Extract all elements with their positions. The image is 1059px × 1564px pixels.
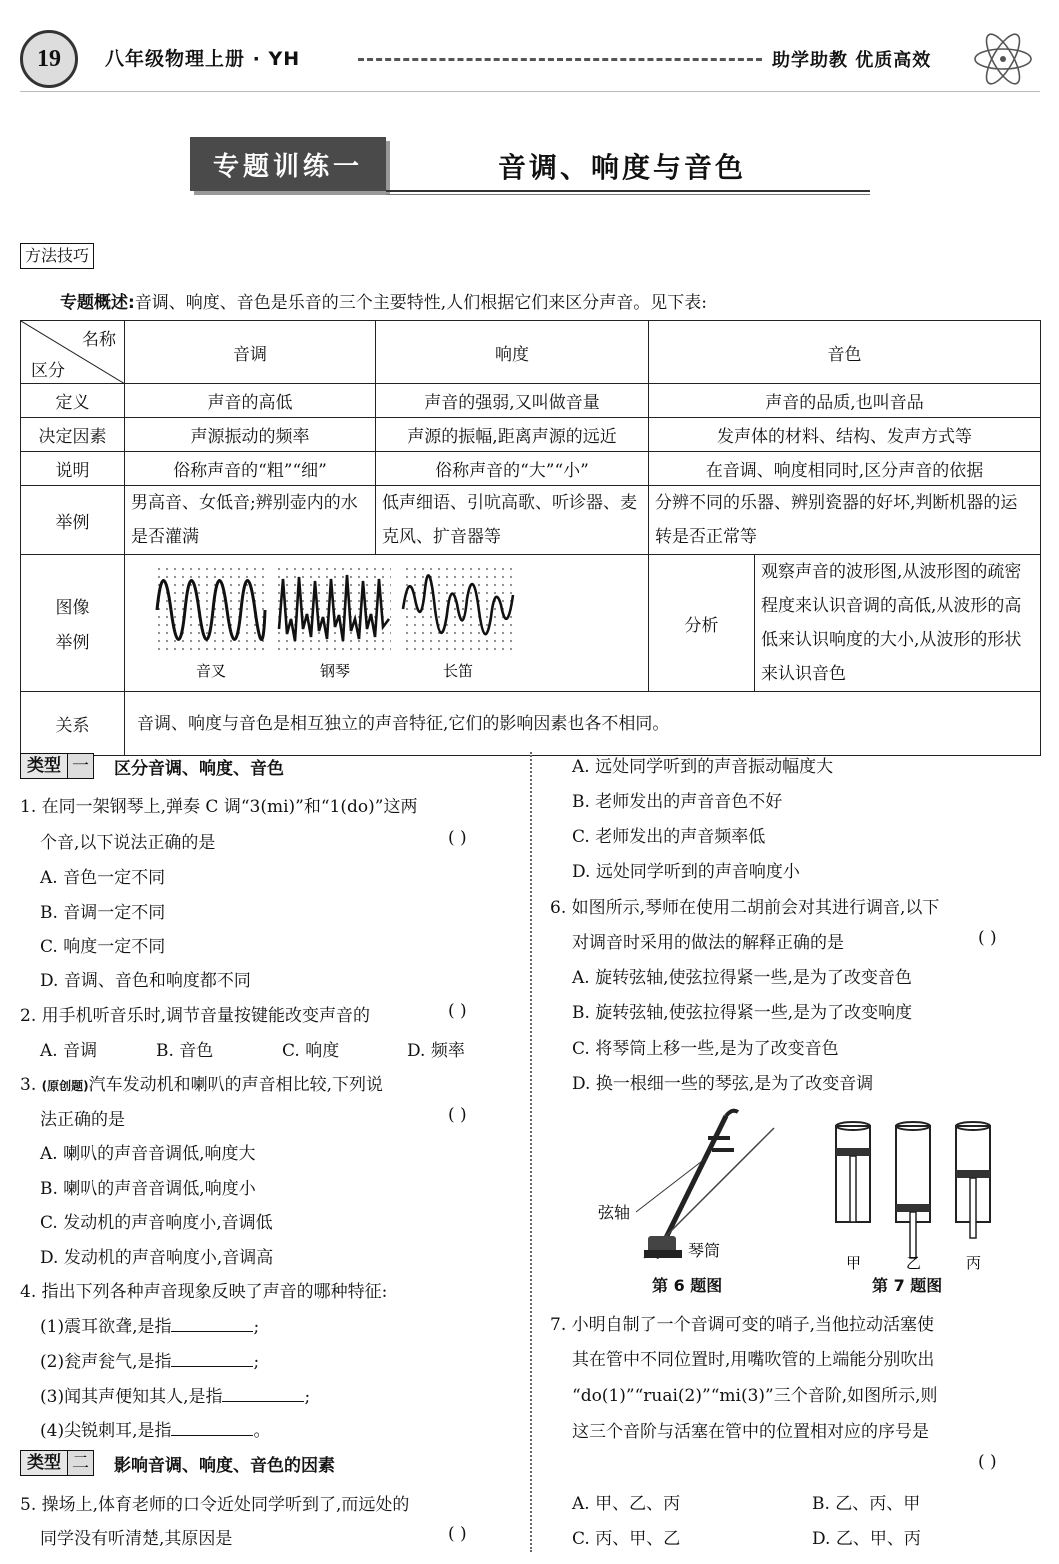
wave-label-fork: 音叉 [196, 661, 227, 680]
option: D. 远处同学听到的声音响度小 [572, 862, 800, 882]
column-divider [530, 752, 532, 1552]
row-label: 说明 [21, 452, 125, 486]
answer-paren: ( ) [978, 928, 997, 948]
option: D. 发动机的声音响度小,音调高 [40, 1248, 274, 1268]
option: B. 音色 [156, 1041, 214, 1061]
answer-blank[interactable] [171, 1315, 253, 1332]
corner-cell [21, 321, 125, 384]
q4-item-text: (1)震耳欲聋,是指 [40, 1317, 172, 1337]
relation-row [21, 692, 1041, 756]
header-pitch: 音调 [125, 321, 376, 384]
table-cell: 俗称声音的“粗”“细” [125, 452, 376, 486]
atom-logo-icon [972, 28, 1034, 90]
row-label: 举例 [21, 486, 125, 555]
q4-item [40, 1382, 310, 1407]
answer-blank[interactable] [222, 1385, 304, 1402]
table-cell: 在音调、响度相同时,区分声音的依据 [649, 452, 1041, 486]
answer-blank[interactable] [171, 1419, 253, 1436]
type-key: 类型 [20, 753, 68, 779]
page-number: 19 [20, 30, 78, 88]
row-label: 关系 [21, 692, 125, 756]
header-dashed-rule [358, 58, 762, 61]
q7-line: “do(1)”“ruai(2)”“mi(3)”三个音阶,如图所示,则 [572, 1386, 938, 1406]
q1 [20, 792, 417, 817]
row-label [21, 555, 125, 692]
row-label: 定义 [21, 384, 125, 418]
option: C. 丙、甲、乙 [572, 1529, 681, 1549]
q7-line: 这三个音阶与活塞在管中的位置相对应的序号是 [572, 1422, 929, 1442]
table-cell: 声音的品质,也叫音品 [649, 384, 1041, 418]
option: D. 频率 [407, 1041, 465, 1061]
type-title: 影响音调、响度、音色的因素 [114, 1455, 335, 1476]
corner-bottom: 区分 [31, 361, 65, 381]
punct: ; [253, 1317, 260, 1337]
topic-underline-thin [386, 194, 870, 195]
answer-paren: ( ) [448, 1524, 467, 1544]
option: C. 老师发出的声音频率低 [572, 827, 766, 847]
tube-label-bing: 丙 [966, 1254, 982, 1272]
option: A. 音调 [40, 1041, 98, 1061]
answer-blank[interactable] [171, 1350, 253, 1367]
punct: ; [304, 1387, 311, 1407]
q3-stem [20, 1070, 383, 1095]
method-label: 方法技巧 [20, 243, 94, 269]
q6-stem: 6. 如图所示,琴师在使用二胡前会对其进行调音,以下 [550, 898, 940, 918]
answer-paren: ( ) [448, 828, 467, 848]
table-row [21, 384, 1041, 418]
table-cell: 声音的高低 [125, 384, 376, 418]
table-row [21, 486, 1041, 555]
table-cell: 低声细语、引吭高歌、听诊器、麦克风、扩音器等 [376, 486, 649, 555]
option: B. 老师发出的声音音色不好 [572, 792, 783, 812]
q5-stem: 5. 操场上,体育老师的口令近处同学听到了,而远处的 [20, 1495, 410, 1515]
option: D. 音调、音色和响度都不同 [40, 971, 251, 991]
header-rule [20, 91, 1040, 92]
q4-stem: 4. 指出下列各种声音现象反映了声音的哪种特征: [20, 1282, 388, 1302]
q2-stem: 2. 用手机听音乐时,调节音量按键能改变声音的 [20, 1006, 371, 1026]
tube-label-yi: 乙 [906, 1254, 922, 1272]
header-loudness: 响度 [376, 321, 649, 384]
option: C. 响度 [282, 1041, 340, 1061]
q6-stem2: 对调音时采用的做法的解释正确的是 [572, 933, 844, 953]
option: C. 发动机的声音响度小,音调低 [40, 1213, 273, 1233]
question-number: 3. [20, 1075, 37, 1095]
q4-item-text: (2)瓮声瓮气,是指 [40, 1352, 172, 1372]
q3-stem2: 法正确的是 [40, 1110, 125, 1130]
table-cell: 声源的振幅,距离声源的远近 [376, 418, 649, 452]
topic-title: 音调、响度与音色 [498, 151, 747, 184]
analysis-text: 观察声音的波形图,从波形图的疏密程度来认识音调的高低,从波形的高低来认识响度的大小,从波形的形状来认识音色 [755, 555, 1041, 692]
row-label: 决定因素 [21, 418, 125, 452]
fig7-caption: 第 7 题图 [872, 1276, 943, 1295]
option: B. 旋转弦轴,使弦拉得紧一些,是为了改变响度 [572, 1003, 913, 1023]
header-slogan: 助学助教 优质高效 [772, 50, 932, 71]
overview [60, 288, 707, 313]
q4-item [40, 1312, 259, 1337]
wave-label-piano: 钢琴 [320, 661, 351, 680]
overview-label: 专题概述: [60, 293, 135, 313]
table-row [21, 452, 1041, 486]
option: A. 甲、乙、丙 [572, 1494, 681, 1514]
analysis-label: 分析 [649, 555, 755, 692]
q7-line: 其在管中不同位置时,用嘴吹管的上端能分别吹出 [572, 1350, 935, 1370]
option: C. 响度一定不同 [40, 937, 166, 957]
option: B. 喇叭的声音音调低,响度小 [40, 1179, 256, 1199]
question-stem: 汽车发动机和喇叭的声音相比较,下列说 [88, 1075, 384, 1095]
table-cell: 声音的强弱,又叫做音量 [376, 384, 649, 418]
relation-text: 音调、响度与音色是相互独立的声音特征,它们的影响因素也各不相同。 [125, 692, 1041, 756]
answer-paren: ( ) [448, 1001, 467, 1021]
type2-bar [20, 1449, 335, 1477]
option: B. 音调一定不同 [40, 903, 166, 923]
original-tag: (原创题) [41, 1079, 89, 1093]
answer-paren: ( ) [448, 1105, 467, 1125]
option: A. 旋转弦轴,使弦拉得紧一些,是为了改变音色 [572, 968, 912, 988]
question-stem: 1. 在同一架钢琴上,弹奏 C 调“3(mi)”和“1(do)”这两 [20, 797, 418, 817]
q4-item-text: (3)闻其声便知其人,是指 [40, 1387, 223, 1407]
answer-paren: ( ) [978, 1452, 997, 1472]
q1-stem2: 个音,以下说法正确的是 [40, 833, 216, 853]
topic-underline [386, 190, 870, 192]
option: D. 换一根细一些的琴弦,是为了改变音调 [572, 1074, 874, 1094]
header-timbre: 音色 [649, 321, 1041, 384]
corner-top: 名称 [82, 330, 116, 350]
tube-label-jia: 甲 [846, 1254, 862, 1272]
image-row [21, 555, 1041, 692]
erhu-figure [596, 1108, 786, 1268]
table-row [21, 418, 1041, 452]
table-cell: 俗称声音的“大”“小” [376, 452, 649, 486]
table-cell: 声源振动的频率 [125, 418, 376, 452]
q4-item-text: (4)尖锐刺耳,是指 [40, 1421, 172, 1441]
type-num: 一 [68, 753, 94, 779]
table-cell: 发声体的材料、结构、发声方式等 [649, 418, 1041, 452]
type-key: 类型 [20, 1450, 68, 1476]
table-cell: 分辨不同的乐器、辨别瓷器的好坏,判断机器的运转是否正常等 [649, 486, 1041, 555]
wave-label-flute: 长笛 [443, 661, 474, 680]
summary-table [20, 320, 1041, 756]
type-title: 区分音调、响度、音色 [114, 758, 284, 779]
option: C. 将琴筒上移一些,是为了改变音色 [572, 1039, 839, 1059]
label-tube: 琴筒 [688, 1241, 721, 1260]
overview-text: 音调、响度、音色是乐音的三个主要特性,人们根据它们来区分声音。见下表: [134, 293, 707, 313]
type1-bar [20, 752, 284, 780]
q7-line: 7. 小明自制了一个音调可变的哨子,当他拉动活塞使 [550, 1315, 935, 1335]
q5-stem2: 同学没有听清楚,其原因是 [40, 1529, 233, 1549]
waveform-figures [125, 559, 649, 683]
option: B. 乙、丙、甲 [812, 1494, 921, 1514]
table-cell: 男高音、女低音;辨别壶内的水是否灌满 [125, 486, 376, 555]
row-label-line: 图像 [55, 598, 90, 618]
option: A. 远处同学听到的声音振动幅度大 [572, 757, 834, 777]
punct: 。 [253, 1421, 271, 1441]
fig6-caption: 第 6 题图 [652, 1276, 723, 1295]
q4-item [40, 1416, 270, 1441]
punct: ; [253, 1352, 260, 1372]
option: D. 乙、甲、丙 [812, 1529, 921, 1549]
topic-banner: 专题训练一 [190, 137, 386, 191]
option: A. 喇叭的声音音调低,响度大 [40, 1144, 256, 1164]
table-header-row [21, 321, 1041, 384]
q4-item [40, 1347, 259, 1372]
label-axis: 弦轴 [598, 1203, 631, 1222]
row-label-line: 举例 [55, 633, 90, 653]
whistle-tubes-figure [826, 1118, 1022, 1274]
waveform-cell [125, 555, 649, 692]
type-num: 二 [68, 1450, 94, 1476]
book-title: 八年级物理上册 · YH [105, 48, 301, 70]
option: A. 音色一定不同 [40, 868, 166, 888]
